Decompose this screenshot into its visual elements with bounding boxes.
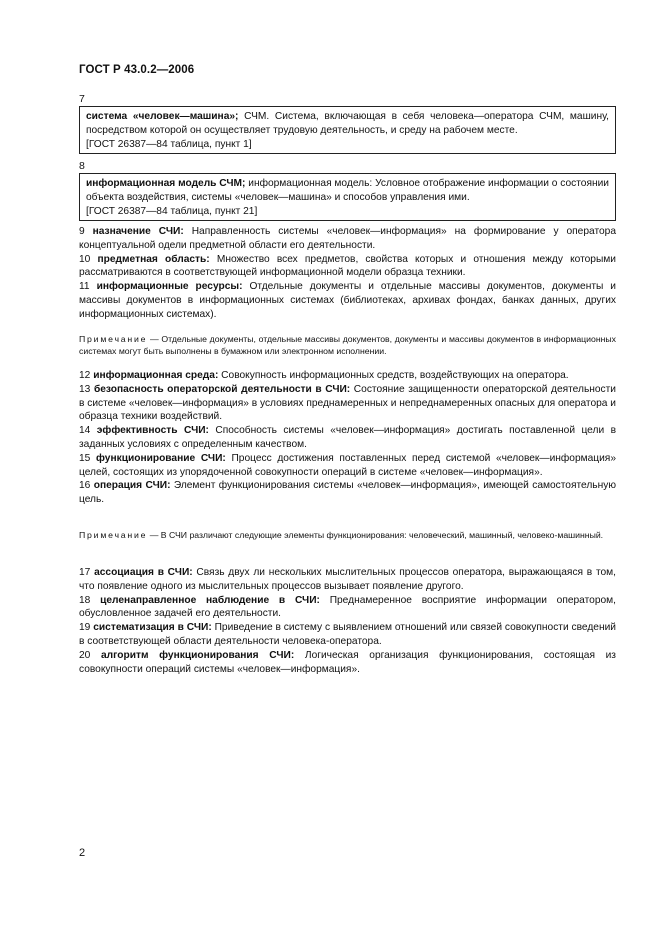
entry-term: безопасность операторской деятельности в СЧИ: [93, 383, 351, 395]
entry-term: систематизация в СЧИ: [93, 622, 212, 634]
term-entry [79, 424, 616, 452]
term-entry [79, 479, 616, 507]
term-number: 8 [79, 160, 85, 172]
entry-term: эффективность СЧИ: [96, 425, 209, 437]
term-entry [79, 369, 616, 383]
term-entry [79, 253, 616, 281]
boxed-term-8 [79, 160, 616, 221]
term-reference: [ГОСТ 26387—84 таблица, пункт 21] [86, 205, 258, 217]
entry-definition: Направленность системы «человек—информация» на формирование у оператора концептуальной одели предметной области его деятельности. [79, 226, 616, 251]
term-definition: информационная модель: Условное отображение информации о состоянии объекта воздействия, системы «человек—машина» и способов управления ими. [86, 178, 609, 203]
note-text: — В СЧИ различают следующие элементы функционирования: человеческий, машинный, человеко-машинный. [147, 530, 604, 540]
entry-term: целенаправленное наблюдение в СЧИ: [100, 594, 320, 606]
note-text: — Отдельные документы, отдельные массивы документов, документы и массивы документов в информационных системах могут быть выполнены в бумажном или электронном исполнении. [79, 334, 616, 357]
term-entry [79, 621, 616, 649]
entry-number: 11 [79, 281, 90, 293]
boxed-term-7 [79, 93, 616, 154]
entry-definition: Логическая организация функционирования, состоящая из совокупности операций системы «человек—информация». [79, 649, 616, 675]
term-definition: СЧМ. Система, включающая в себя человека—оператора СЧМ, машину, посредством которой он осуществляет трудовую деятельность, и среду на рабочем месте. [86, 111, 609, 136]
note-1 [79, 333, 616, 357]
entry-definition: Приведение в систему с выявлением отношений или связей совокупности сведений в соответствующей области деятельности человека-оператора. [79, 622, 616, 647]
entry-number: 10 [79, 253, 91, 265]
entry-definition: Процесс достижения поставленных перед системой «человек—информация» целей, состоящих из упорядоченной совокупности операций в системе «человек—информация». [79, 452, 616, 478]
entry-term: предметная область: [97, 253, 210, 265]
term-title: информационная модель СЧМ; [86, 178, 246, 189]
entry-term: операция СЧИ: [93, 480, 171, 492]
entry-definition: Элемент функционирования системы «человек—информация», имеющей самостоятельную цель. [79, 480, 616, 506]
entry-number: 18 [79, 594, 91, 606]
entry-term: информационная среда: [93, 370, 219, 381]
term-entry [79, 225, 616, 253]
term-list-1 [79, 225, 616, 322]
page-number: 2 [79, 847, 86, 859]
entry-number: 12 [79, 370, 91, 381]
entry-definition: Связь двух ли нескольких мыслительных процессов оператора, выражающаяся в том, что появление одного из мыслительных процессов вызывает появление другого. [79, 567, 616, 592]
entry-definition: Множество всех предметов, свойства которых и отношения между которыми рассматриваются в соответствующей информационной модели образца техники. [79, 253, 616, 279]
entry-term: ассоциация в СЧИ: [94, 567, 193, 578]
term-entry [79, 594, 616, 622]
entry-term: информационные ресурсы: [96, 281, 243, 293]
entry-number: 13 [79, 383, 91, 395]
entry-term: алгоритм функционирования СЧИ: [101, 649, 295, 661]
entry-definition: Совокупность информационных средств, воздействующих на оператора. [218, 370, 569, 381]
term-entry [79, 649, 616, 677]
note-label: Примечание [79, 334, 148, 344]
entry-definition: Преднамеренное восприятие информации оператором, обусловленное задачей его деятельности. [79, 594, 616, 620]
entry-number: 16 [79, 480, 91, 492]
entry-definition: Состояние защищенности операторской деятельности в системе «человек—информация» в условиях преднамеренных и непреднамеренных опасных для оператора и образца техники воздействий. [79, 383, 616, 423]
term-list-3 [79, 566, 616, 676]
entry-term: назначение СЧИ: [92, 226, 184, 237]
term-title: система «человек—машина»; [86, 111, 239, 122]
entry-number: 20 [79, 649, 91, 661]
entry-number: 15 [79, 452, 91, 464]
page-header-doc-id: ГОСТ Р 43.0.2—2006 [79, 64, 195, 76]
entry-number: 14 [79, 425, 91, 437]
term-entry [79, 280, 616, 321]
entry-term: функционирование СЧИ: [96, 452, 226, 464]
term-entry [79, 452, 616, 480]
term-reference: [ГОСТ 26387—84 таблица, пункт 1] [86, 138, 252, 150]
note-label: Примечание [79, 530, 148, 540]
term-box [79, 106, 616, 154]
term-entry [79, 383, 616, 424]
note-2 [79, 529, 616, 541]
entry-definition: Отдельные документы и отдельные массивы документов, документы и массивы документов в информационных системах (библиотеках, архивах фондах, банках данных, других информационных системах). [79, 281, 616, 320]
term-number: 7 [79, 93, 85, 105]
entry-number: 17 [79, 567, 91, 578]
entry-number: 9 [79, 226, 85, 237]
term-box [79, 173, 616, 221]
term-entry [79, 566, 616, 594]
term-list-2 [79, 369, 616, 507]
entry-definition: Способность системы «человек—информация» достигать поставленной цели в заданных условиях с определенным качеством. [79, 425, 616, 450]
entry-number: 19 [79, 622, 91, 634]
